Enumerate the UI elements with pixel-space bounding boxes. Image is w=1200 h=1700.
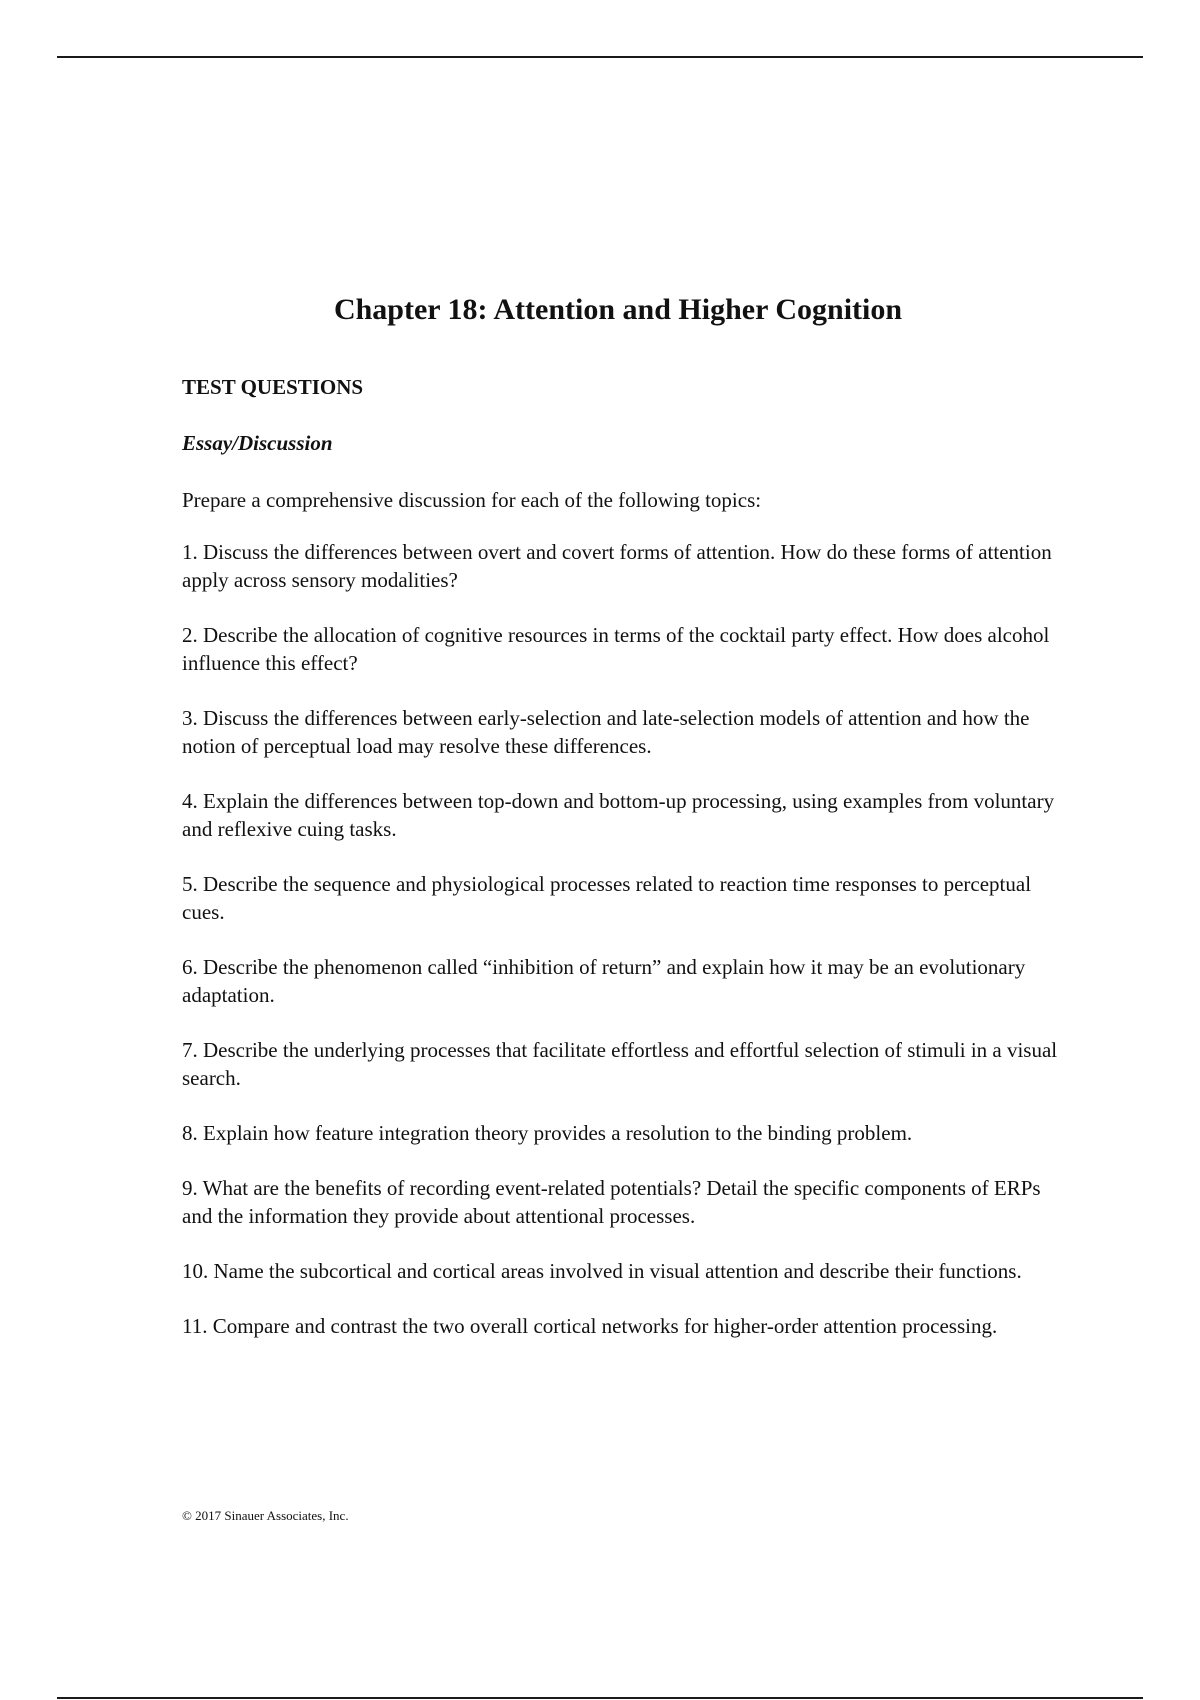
copyright-footer: © 2017 Sinauer Associates, Inc. [182,1508,349,1523]
question-item: 7. Describe the underlying processes that facilitate effortless and effortful selection of stimuli in a visual search. [182,1038,1058,1090]
question-list [182,538,1062,1340]
question-item: 10. Name the subcortical and cortical areas involved in visual attention and describe their functions. [182,1259,1022,1283]
intro-text: Prepare a comprehensive discussion for each of the following topics: [182,488,762,512]
question-item: 11. Compare and contrast the two overall cortical networks for higher-order attention processing. [182,1314,998,1338]
question-item: 5. Describe the sequence and physiological processes related to reaction time responses to perceptual cues. [182,872,1032,924]
question-item: 1. Discuss the differences between overt and covert forms of attention. How do these forms of attention apply across sensory modalities? [182,540,1052,592]
question-item: 8. Explain how feature integration theory provides a resolution to the binding problem. [182,1121,913,1145]
question-item: 3. Discuss the differences between early-selection and late-selection models of attention and how the notion of perceptual load may resolve these differences. [182,706,1030,758]
page-content [182,290,1062,1367]
subsection-heading: Essay/Discussion [182,431,333,455]
question-item: 2. Describe the allocation of cognitive resources in terms of the cocktail party effect. How does alcohol influence this effect? [182,623,1050,675]
question-item: 4. Explain the differences between top-down and bottom-up processing, using examples from voluntary and reflexive cuing tasks. [182,789,1055,841]
bottom-rule [57,1697,1143,1699]
question-item: 6. Describe the phenomenon called “inhibition of return” and explain how it may be an evolutionary adaptation. [182,955,1026,1007]
chapter-title: Chapter 18: Attention and Higher Cognition [333,293,903,326]
top-rule [57,56,1143,58]
section-heading: TEST QUESTIONS [182,375,364,399]
question-item: 9. What are the benefits of recording event-related potentials? Detail the specific components of ERPs and the information they provide about attentional processes. [182,1176,1041,1228]
